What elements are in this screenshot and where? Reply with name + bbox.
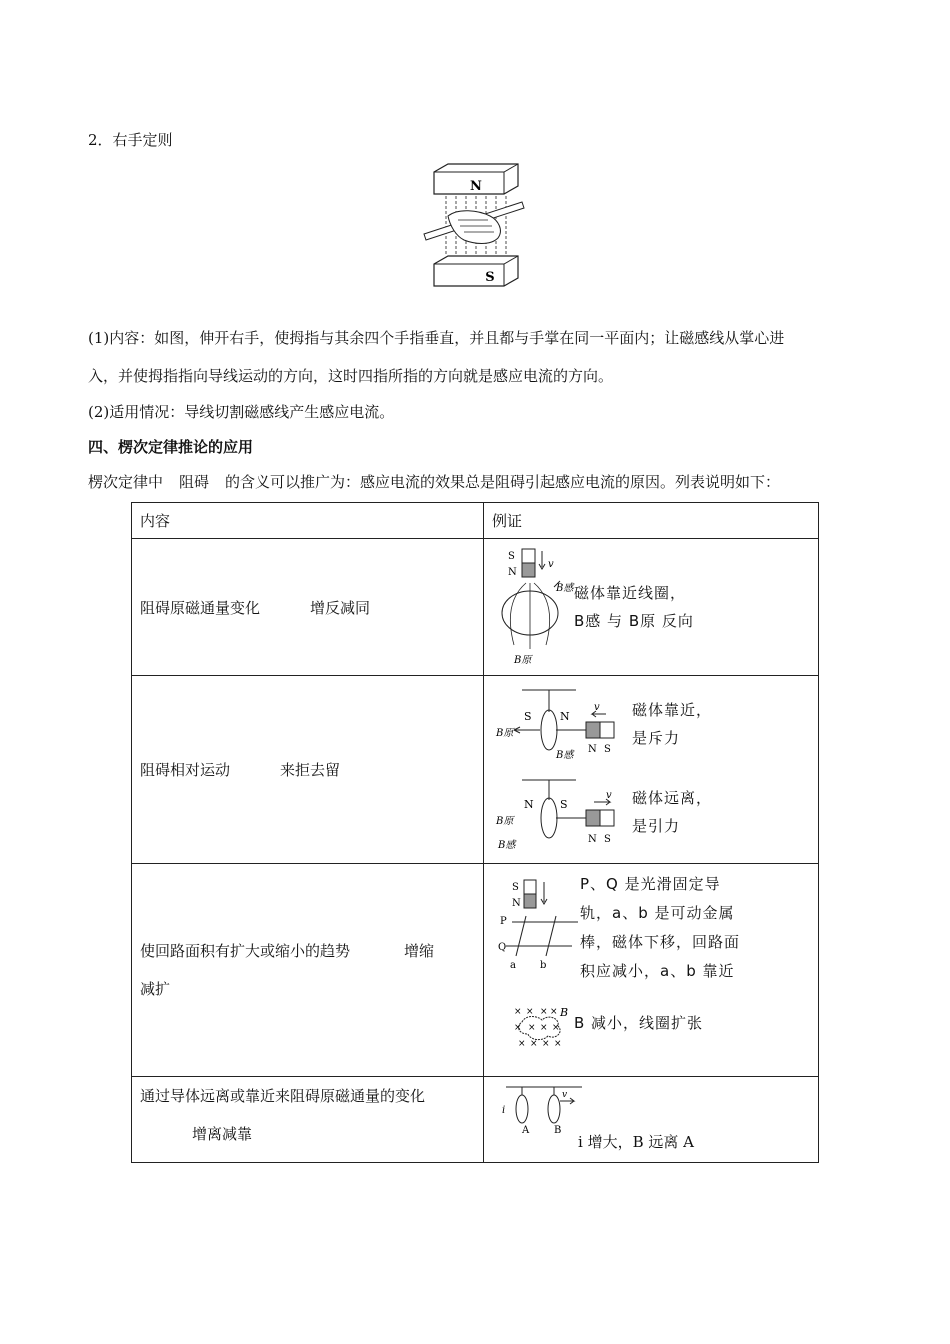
row3-example-text-b: B 减小，线圈扩张 — [574, 1014, 704, 1032]
table-header-content: 内容 — [132, 503, 484, 539]
svg-text:S: S — [604, 834, 611, 845]
row1-content-b: 增反减同 — [310, 598, 371, 617]
svg-text:S: S — [604, 744, 611, 755]
table-row — [132, 864, 819, 1077]
svg-text:v: v — [606, 790, 612, 801]
svg-text:i: i — [502, 1105, 506, 1116]
row3-example-text-a: P、Q 是光滑固定导 轨，a、b 是可动金属 棒，磁体下移，回路面 积应减小，a、b 靠近 — [580, 875, 741, 980]
svg-text:N: N — [512, 898, 521, 909]
section4-heading: 四、楞次定律推论的应用 — [88, 438, 254, 456]
table-row — [132, 539, 819, 676]
north-pole-label: N — [470, 179, 482, 194]
rails-figure — [498, 876, 588, 976]
row3-content-c: 减扩 — [140, 980, 171, 998]
svg-text:a: a — [510, 960, 516, 971]
svg-text:B原: B原 — [514, 655, 532, 666]
svg-text:B感: B感 — [556, 583, 574, 594]
section2-applicable: (2)适用情况：导线切割磁感线产生感应电流。 — [88, 403, 395, 421]
svg-text:S: S — [512, 882, 519, 893]
row4-content-b: 增离减靠 — [192, 1125, 253, 1143]
row4-content-a: 通过导体远离或靠近来阻碍原磁通量的变化 — [140, 1087, 426, 1105]
section4-intro-part-c: 的含义可以推广为：感应电流的效果总是阻碍引起感应电流的原因。列表说明如下： — [225, 473, 781, 491]
row3-content — [132, 864, 484, 1077]
row3-content-b: 增缩 — [404, 942, 435, 960]
row2-example — [484, 676, 819, 864]
svg-text:S: S — [508, 551, 515, 562]
row3-example — [484, 864, 819, 1077]
row2-example-text-a: 磁体靠近， 是斥力 — [632, 701, 713, 747]
table-row — [132, 1077, 819, 1163]
svg-text:v: v — [548, 559, 554, 570]
svg-text:×: × — [552, 1023, 560, 1033]
row2-content-b: 来拒去留 — [280, 761, 341, 779]
svg-text:B感: B感 — [498, 840, 516, 851]
svg-text:B原: B原 — [496, 816, 514, 827]
svg-text:N: N — [588, 834, 597, 845]
svg-text:×: × — [550, 1007, 558, 1017]
svg-text:Q: Q — [498, 942, 507, 953]
svg-text:N: N — [560, 710, 570, 723]
section4-intro-part-a: 楞次定律中 — [88, 473, 164, 491]
svg-text:×: × — [542, 1039, 550, 1049]
row4-content — [132, 1077, 484, 1163]
svg-text:v: v — [562, 1090, 568, 1100]
svg-text:P: P — [500, 916, 507, 927]
svg-text:×: × — [540, 1023, 548, 1033]
svg-text:S: S — [524, 710, 532, 723]
svg-text:×: × — [554, 1039, 562, 1049]
svg-text:v: v — [594, 702, 600, 713]
section2-content-line2: 入，并使拇指指向导线运动的方向，这时四指所指的方向就是感应电流的方向。 — [88, 367, 614, 385]
row1-example — [484, 539, 819, 676]
section2-heading: 2．右手定则 — [88, 131, 173, 149]
row4-example-text: i 增大，B 远离 A — [578, 1133, 694, 1151]
svg-text:S: S — [560, 798, 568, 811]
two-rings-figure — [498, 1081, 588, 1137]
svg-text:×: × — [514, 1007, 522, 1017]
row1-content-a: 阻碍原磁通量变化 — [140, 598, 261, 617]
svg-text:×: × — [514, 1023, 522, 1033]
section4-intro — [88, 472, 780, 492]
repulsion-attraction-figure — [494, 684, 644, 860]
row2-content — [132, 676, 484, 864]
svg-text:×: × — [526, 1007, 534, 1017]
svg-text:B原: B原 — [496, 728, 514, 739]
section2-content-line1: (1)内容：如图，伸开右手，使拇指与其余四个手指垂直，并且都与手掌在同一平面内；让磁感线从掌心进 — [88, 329, 785, 347]
svg-text:N: N — [524, 798, 534, 811]
section4-intro-blank: 阻碍 — [179, 473, 210, 491]
svg-text:N: N — [508, 567, 517, 578]
svg-text:A: A — [522, 1125, 530, 1136]
svg-text:×: × — [540, 1007, 548, 1017]
lenz-law-table — [131, 502, 819, 1163]
svg-text:N: N — [588, 744, 597, 755]
svg-text:B: B — [554, 1125, 562, 1136]
row2-example-text-b: 磁体远离， 是引力 — [632, 789, 713, 835]
svg-text:B感: B感 — [556, 750, 574, 761]
row4-example — [484, 1077, 819, 1163]
row3-content-a: 使回路面积有扩大或缩小的趋势 — [140, 942, 351, 960]
table-header-row — [132, 503, 819, 539]
coil-in-field-figure — [512, 1004, 572, 1052]
row1-content — [132, 539, 484, 676]
svg-text:×: × — [518, 1039, 526, 1049]
row2-content-a: 阻碍相对运动 — [140, 761, 231, 779]
svg-text:B: B — [560, 1006, 569, 1019]
right-hand-rule-figure — [418, 160, 536, 296]
table-header-example: 例证 — [484, 503, 819, 539]
south-pole-label: S — [485, 270, 495, 285]
svg-text:×: × — [528, 1023, 536, 1033]
row1-example-text: 磁体靠近线圈， B感 与 B原 反向 — [574, 584, 694, 630]
table-row — [132, 676, 819, 864]
svg-text:×: × — [530, 1039, 538, 1049]
svg-text:b: b — [540, 960, 547, 971]
